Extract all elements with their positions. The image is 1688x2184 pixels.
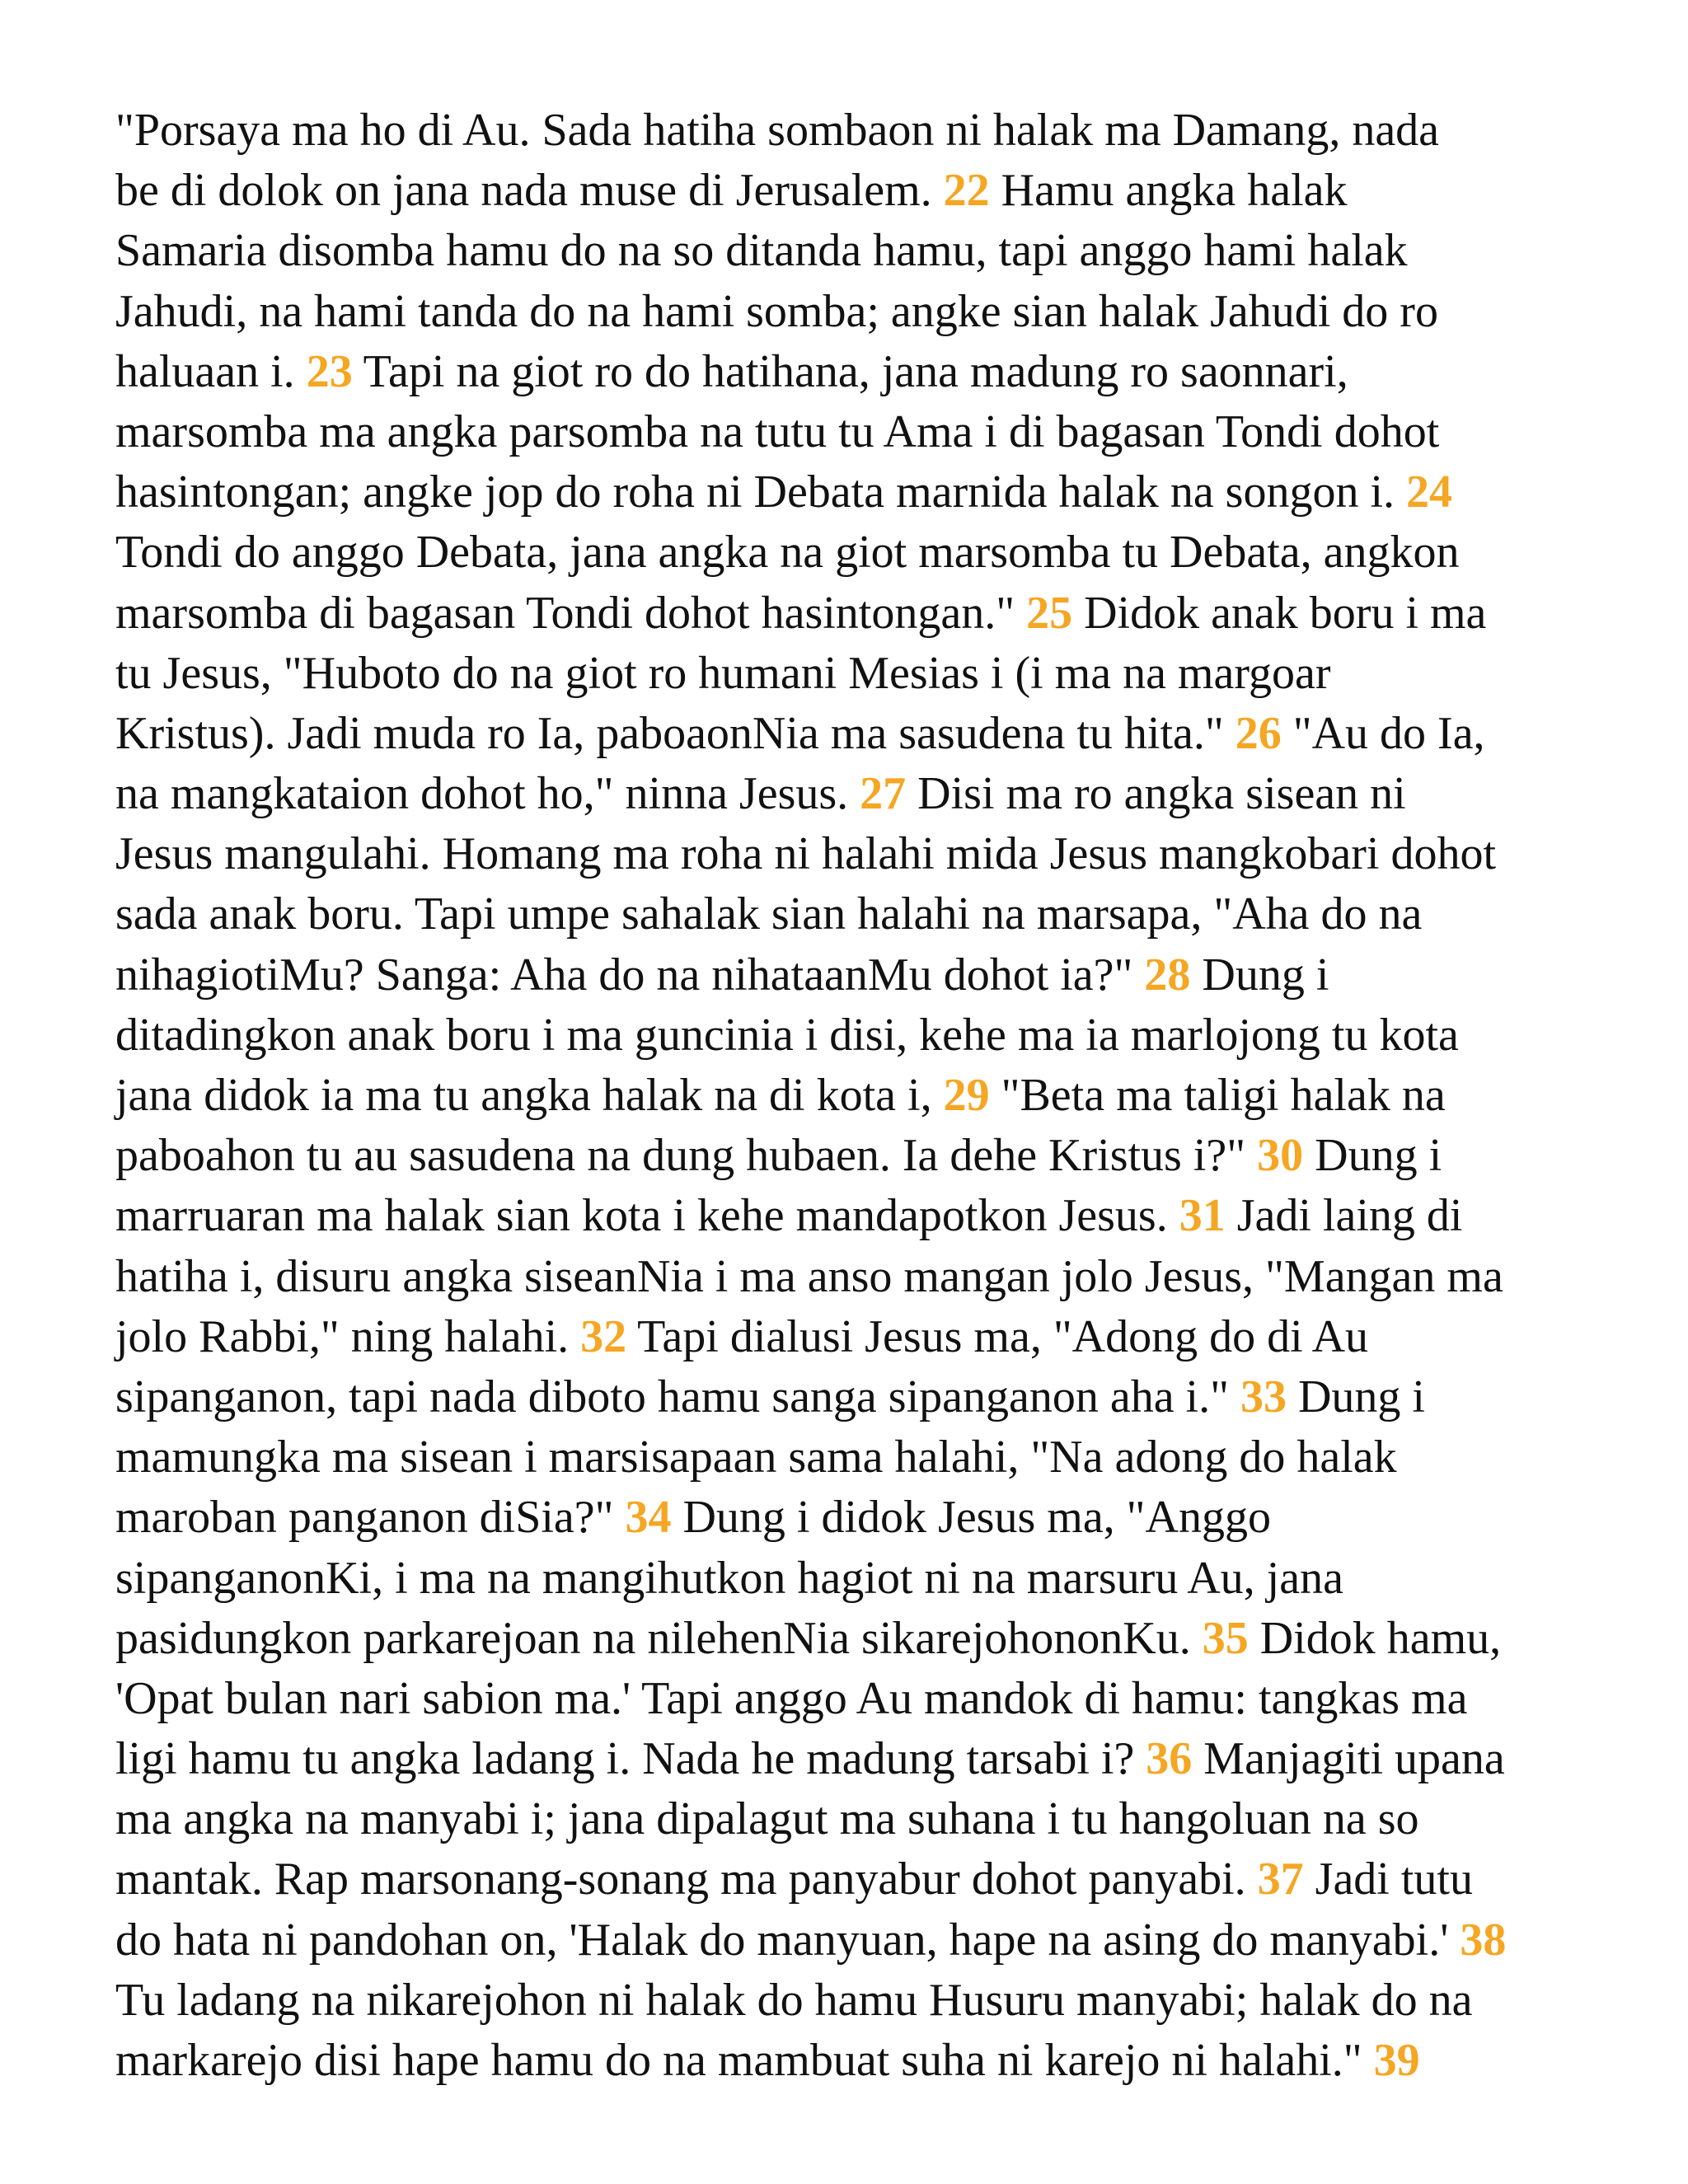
verse-text: markarejo disi hape hamu do na mambuat suha ni karejo ni halahi."	[115, 2035, 1374, 2086]
text-line	[115, 764, 1582, 824]
text-line	[115, 945, 1582, 1005]
text-line	[115, 1729, 1582, 1789]
verse-text: Didok hamu,	[1248, 1612, 1502, 1664]
verse-number: 25	[1026, 587, 1073, 639]
verse-number: 26	[1235, 707, 1282, 759]
verse-number: 23	[306, 345, 353, 397]
verse-text: marruaran ma halak sian kota i kehe mandapotkon Jesus.	[115, 1190, 1179, 1242]
verse-number: 33	[1240, 1371, 1287, 1422]
text-line	[115, 644, 1582, 704]
text-line	[115, 342, 1582, 402]
verse-number: 29	[943, 1070, 990, 1121]
verse-text: "Porsaya ma ho di Au. Sada hatiha sombaon ni halak ma Damang, nada	[115, 105, 1440, 156]
verse-number: 31	[1179, 1190, 1226, 1242]
text-line	[115, 1066, 1582, 1126]
verse-number: 28	[1144, 949, 1191, 1001]
verse-text: jana didok ia ma tu angka halak na di kota i,	[115, 1070, 944, 1121]
text-line	[115, 1488, 1582, 1548]
text-line	[115, 1910, 1582, 1971]
verse-number: 22	[943, 165, 990, 217]
verse-text: 'Opat bulan nari sabion ma.' Tapi anggo Au mandok di hamu: tangkas ma	[115, 1672, 1468, 1724]
text-line	[115, 1971, 1582, 2031]
text-line	[115, 824, 1582, 884]
verse-text: jolo Rabbi," ning halahi.	[115, 1310, 581, 1362]
verse-text: na mangkataion dohot ho," ninna Jesus.	[115, 768, 860, 820]
verse-text: Jadi laing di	[1225, 1190, 1463, 1242]
verse-text: Dung i	[1286, 1371, 1425, 1422]
text-line	[115, 1367, 1582, 1427]
text-line	[115, 221, 1582, 281]
verse-text: marsomba ma angka parsomba na tutu tu Ama i di bagasan Tondi dohot	[115, 405, 1440, 457]
verse-number: 39	[1373, 2035, 1420, 2086]
verse-text: ma angka na manyabi i; jana dipalagut ma suhana i tu hangoluan na so	[115, 1793, 1419, 1845]
verse-text: sipanganon, tapi nada diboto hamu sanga sipanganon aha i."	[115, 1371, 1240, 1422]
text-line	[115, 1849, 1582, 1910]
verse-text: paboahon tu au sasudena na dung hubaen. Ia dehe Kristus i?"	[115, 1130, 1258, 1182]
verse-number: 38	[1460, 1914, 1507, 1966]
verse-number: 27	[860, 768, 907, 820]
verse-number: 37	[1257, 1854, 1304, 1905]
text-line	[115, 1789, 1582, 1849]
verse-text: Kristus). Jadi muda ro Ia, paboaonNia ma sasudena tu hita."	[115, 707, 1236, 759]
text-line	[115, 1126, 1582, 1186]
verse-number: 36	[1146, 1733, 1193, 1785]
verse-text: do hata ni pandohan on, 'Halak do manyuan, hape na asing do manyabi.'	[115, 1914, 1461, 1966]
text-line	[115, 1186, 1582, 1246]
text-line	[115, 1609, 1582, 1669]
verse-text: Dung i	[1303, 1130, 1442, 1182]
verse-text: tu Jesus, "Huboto do na giot ro humani Mesias i (i ma na margoar	[115, 647, 1331, 699]
verse-text: Tu ladang na nikarejohon ni halak do hamu Husuru manyabi; halak do na	[115, 1974, 1473, 2026]
verse-number: 35	[1202, 1612, 1249, 1664]
verse-text: sada anak boru. Tapi umpe sahalak sian halahi na marsapa, "Aha do na	[115, 888, 1423, 940]
verse-text: Jahudi, na hami tanda do na hami somba; angke sian halak Jahudi do ro	[115, 285, 1438, 337]
text-line	[115, 462, 1582, 523]
verse-text: "Beta ma taligi halak na	[989, 1070, 1446, 1121]
text-line	[115, 1247, 1582, 1307]
verse-text: Tapi dialusi Jesus ma, "Adong do di Au	[626, 1310, 1369, 1362]
text-line	[115, 161, 1582, 221]
verse-text: Manjagiti upana	[1192, 1733, 1505, 1785]
verse-number: 34	[625, 1492, 672, 1544]
verse-text: ligi hamu tu angka ladang i. Nada he madung tarsabi i?	[115, 1733, 1146, 1785]
verse-text: haluaan i.	[115, 345, 307, 397]
verse-text: sipanganonKi, i ma na mangihutkon hagiot ni na marsuru Au, jana	[115, 1552, 1343, 1604]
text-line	[115, 1549, 1582, 1609]
verse-text: mantak. Rap marsonang-sonang ma panyabur dohot panyabi.	[115, 1854, 1258, 1905]
text-line	[115, 282, 1582, 342]
text-line	[115, 1427, 1582, 1488]
verse-text: Jadi tutu	[1303, 1854, 1473, 1905]
text-line	[115, 402, 1582, 462]
verse-text: Dung i didok Jesus ma, "Anggo	[671, 1492, 1271, 1544]
text-line	[115, 884, 1582, 944]
text-line	[115, 1005, 1582, 1066]
verse-text: marsomba di bagasan Tondi dohot hasintongan."	[115, 587, 1027, 639]
verse-number: 24	[1406, 466, 1453, 518]
verse-text: maroban panganon diSia?"	[115, 1492, 626, 1544]
verse-text: Didok anak boru i ma	[1072, 587, 1487, 639]
verse-number: 32	[580, 1310, 627, 1362]
verse-number: 30	[1257, 1130, 1304, 1182]
verse-text: Jesus mangulahi. Homang ma roha ni halahi mida Jesus mangkobari dohot	[115, 828, 1497, 880]
verse-text: Samaria disomba hamu do na so ditanda hamu, tapi anggo hami halak	[115, 225, 1408, 277]
text-line	[115, 2031, 1582, 2091]
scripture-page	[115, 101, 1582, 2091]
text-line	[115, 583, 1582, 644]
text-line	[115, 101, 1582, 161]
verse-text: hasintongan; angke jop do roha ni Debata marnida halak na songon i.	[115, 466, 1407, 518]
verse-text: Dung i	[1190, 949, 1329, 1001]
text-line	[115, 704, 1582, 764]
text-line	[115, 1307, 1582, 1367]
verse-text: Disi ma ro angka sisean ni	[906, 768, 1406, 820]
verse-text: "Au do Ia,	[1281, 707, 1485, 759]
verse-text: nihagiotiMu? Sanga: Aha do na nihataanMu dohot ia?"	[115, 949, 1145, 1001]
verse-text: ditadingkon anak boru i ma guncinia i disi, kehe ma ia marlojong tu kota	[115, 1009, 1459, 1061]
text-line	[115, 1669, 1582, 1729]
verse-text: be di dolok on jana nada muse di Jerusalem.	[115, 165, 944, 217]
verse-text: mamungka ma sisean i marsisapaan sama halahi, "Na adong do halak	[115, 1432, 1397, 1483]
verse-text: hatiha i, disuru angka siseanNia i ma anso mangan jolo Jesus, "Mangan ma	[115, 1250, 1503, 1302]
verse-text: Tondi do anggo Debata, jana angka na giot marsomba tu Debata, angkon	[115, 527, 1460, 579]
text-line	[115, 523, 1582, 583]
verse-text: Hamu angka halak	[989, 165, 1348, 217]
verse-text: pasidungkon parkarejoan na nilehenNia sikarejohononKu.	[115, 1612, 1203, 1664]
verse-text: Tapi na giot ro do hatihana, jana madung ro saonnari,	[352, 345, 1348, 397]
